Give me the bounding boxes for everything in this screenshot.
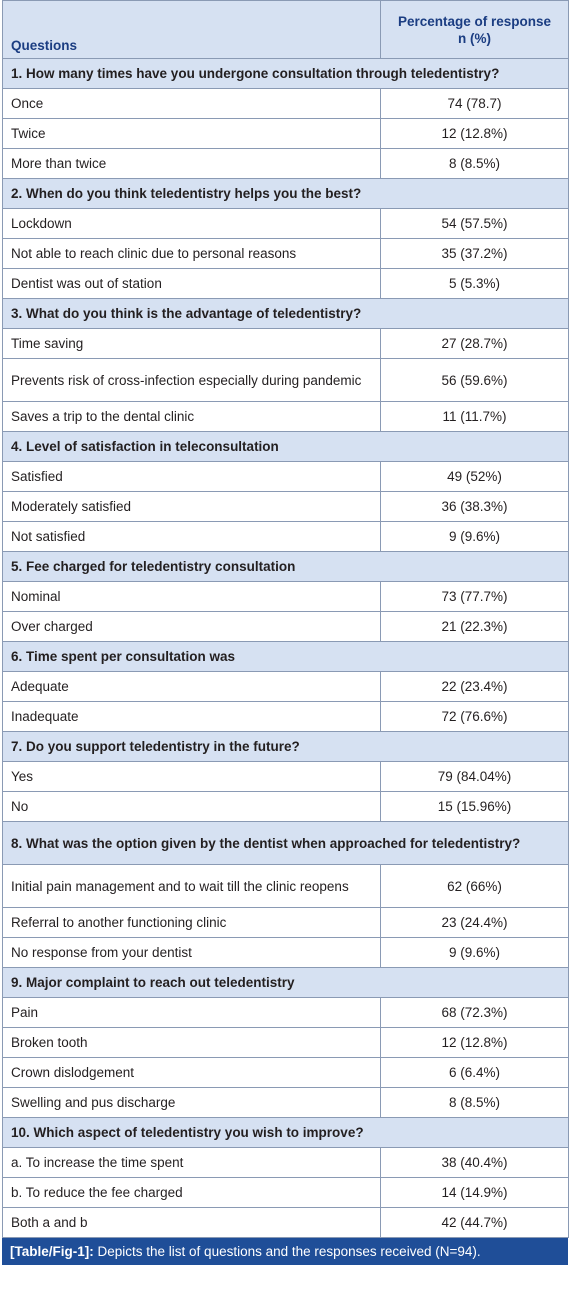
- answer-option: More than twice: [3, 149, 381, 179]
- caption-label: [Table/Fig-1]:: [10, 1244, 94, 1259]
- answer-row: [3, 522, 569, 552]
- answer-value: 38 (40.4%): [381, 1148, 569, 1178]
- answer-option: Nominal: [3, 582, 381, 612]
- question-title: 3. What do you think is the advantage of teledentistry?: [3, 299, 569, 329]
- table-body: [3, 59, 569, 1238]
- question-title: 6. Time spent per consultation was: [3, 642, 569, 672]
- answer-value: 73 (77.7%): [381, 582, 569, 612]
- answer-row: [3, 1028, 569, 1058]
- answer-row: [3, 239, 569, 269]
- answer-option: Not satisfied: [3, 522, 381, 552]
- question-row: [3, 432, 569, 462]
- response-header-line1: Percentage of response: [397, 13, 552, 29]
- answer-value: 72 (76.6%): [381, 702, 569, 732]
- question-row: [3, 299, 569, 329]
- answer-option: Adequate: [3, 672, 381, 702]
- answer-option: Referral to another functioning clinic: [3, 908, 381, 938]
- answer-option: Dentist was out of station: [3, 269, 381, 299]
- answer-value: 6 (6.4%): [381, 1058, 569, 1088]
- survey-table: [2, 0, 569, 1238]
- answer-option: Broken tooth: [3, 1028, 381, 1058]
- answer-option: Both a and b: [3, 1208, 381, 1238]
- question-title: 4. Level of satisfaction in teleconsultation: [3, 432, 569, 462]
- answer-option: Lockdown: [3, 209, 381, 239]
- answer-value: 54 (57.5%): [381, 209, 569, 239]
- question-row: [3, 822, 569, 865]
- answer-value: 21 (22.3%): [381, 612, 569, 642]
- answer-value: 35 (37.2%): [381, 239, 569, 269]
- answer-row: [3, 908, 569, 938]
- answer-row: [3, 672, 569, 702]
- answer-row: [3, 612, 569, 642]
- answer-value: 42 (44.7%): [381, 1208, 569, 1238]
- answer-value: 68 (72.3%): [381, 998, 569, 1028]
- answer-row: [3, 702, 569, 732]
- answer-option: Pain: [3, 998, 381, 1028]
- answer-value: 23 (24.4%): [381, 908, 569, 938]
- answer-option: Satisfied: [3, 462, 381, 492]
- answer-value: 27 (28.7%): [381, 329, 569, 359]
- answer-value: 8 (8.5%): [381, 149, 569, 179]
- answer-row: [3, 1088, 569, 1118]
- answer-row: [3, 329, 569, 359]
- answer-row: [3, 492, 569, 522]
- question-title: 2. When do you think teledentistry helps you the best?: [3, 179, 569, 209]
- answer-row: [3, 582, 569, 612]
- answer-option: Saves a trip to the dental clinic: [3, 402, 381, 432]
- question-row: [3, 59, 569, 89]
- answer-row: [3, 865, 569, 908]
- question-row: [3, 642, 569, 672]
- answer-row: [3, 1058, 569, 1088]
- answer-value: 12 (12.8%): [381, 1028, 569, 1058]
- table-caption: [2, 1238, 568, 1265]
- answer-row: [3, 462, 569, 492]
- answer-row: [3, 209, 569, 239]
- answer-row: [3, 762, 569, 792]
- response-header-line2: n (%): [458, 30, 491, 46]
- question-row: [3, 552, 569, 582]
- response-column-header: [381, 1, 569, 59]
- answer-row: [3, 269, 569, 299]
- answer-value: 5 (5.3%): [381, 269, 569, 299]
- answer-option: Over charged: [3, 612, 381, 642]
- answer-option: No response from your dentist: [3, 938, 381, 968]
- answer-option: No: [3, 792, 381, 822]
- answer-value: 62 (66%): [381, 865, 569, 908]
- question-row: [3, 179, 569, 209]
- question-title: 7. Do you support teledentistry in the future?: [3, 732, 569, 762]
- answer-row: [3, 149, 569, 179]
- answer-option: Moderately satisfied: [3, 492, 381, 522]
- answer-option: b. To reduce the fee charged: [3, 1178, 381, 1208]
- answer-value: 36 (38.3%): [381, 492, 569, 522]
- answer-value: 9 (9.6%): [381, 938, 569, 968]
- answer-option: Time saving: [3, 329, 381, 359]
- survey-table-figure: [2, 0, 568, 1265]
- answer-value: 15 (15.96%): [381, 792, 569, 822]
- question-row: [3, 1118, 569, 1148]
- answer-value: 74 (78.7): [381, 89, 569, 119]
- answer-option: Twice: [3, 119, 381, 149]
- answer-row: [3, 119, 569, 149]
- answer-option: Inadequate: [3, 702, 381, 732]
- answer-value: 79 (84.04%): [381, 762, 569, 792]
- answer-option: Not able to reach clinic due to personal reasons: [3, 239, 381, 269]
- answer-value: 22 (23.4%): [381, 672, 569, 702]
- answer-row: [3, 89, 569, 119]
- question-title: 9. Major complaint to reach out teledentistry: [3, 968, 569, 998]
- answer-row: [3, 792, 569, 822]
- question-row: [3, 732, 569, 762]
- answer-value: 8 (8.5%): [381, 1088, 569, 1118]
- answer-value: 9 (9.6%): [381, 522, 569, 552]
- answer-row: [3, 1208, 569, 1238]
- caption-text: Depicts the list of questions and the responses received (N=94).: [97, 1244, 481, 1259]
- answer-row: [3, 938, 569, 968]
- answer-row: [3, 402, 569, 432]
- answer-value: 56 (59.6%): [381, 359, 569, 402]
- question-title: 8. What was the option given by the dentist when approached for teledentistry?: [3, 822, 569, 865]
- answer-option: Swelling and pus discharge: [3, 1088, 381, 1118]
- table-header-row: [3, 1, 569, 59]
- answer-option: Once: [3, 89, 381, 119]
- answer-value: 12 (12.8%): [381, 119, 569, 149]
- answer-option: Crown dislodgement: [3, 1058, 381, 1088]
- questions-column-header: Questions: [3, 1, 381, 59]
- question-title: 1. How many times have you undergone consultation through teledentistry?: [3, 59, 569, 89]
- answer-row: [3, 359, 569, 402]
- answer-option: Prevents risk of cross-infection especially during pandemic: [3, 359, 381, 402]
- question-title: 5. Fee charged for teledentistry consultation: [3, 552, 569, 582]
- answer-option: Initial pain management and to wait till the clinic reopens: [3, 865, 381, 908]
- question-row: [3, 968, 569, 998]
- answer-row: [3, 1178, 569, 1208]
- answer-row: [3, 998, 569, 1028]
- answer-value: 49 (52%): [381, 462, 569, 492]
- question-title: 10. Which aspect of teledentistry you wish to improve?: [3, 1118, 569, 1148]
- answer-value: 11 (11.7%): [381, 402, 569, 432]
- answer-row: [3, 1148, 569, 1178]
- answer-option: a. To increase the time spent: [3, 1148, 381, 1178]
- answer-option: Yes: [3, 762, 381, 792]
- answer-value: 14 (14.9%): [381, 1178, 569, 1208]
